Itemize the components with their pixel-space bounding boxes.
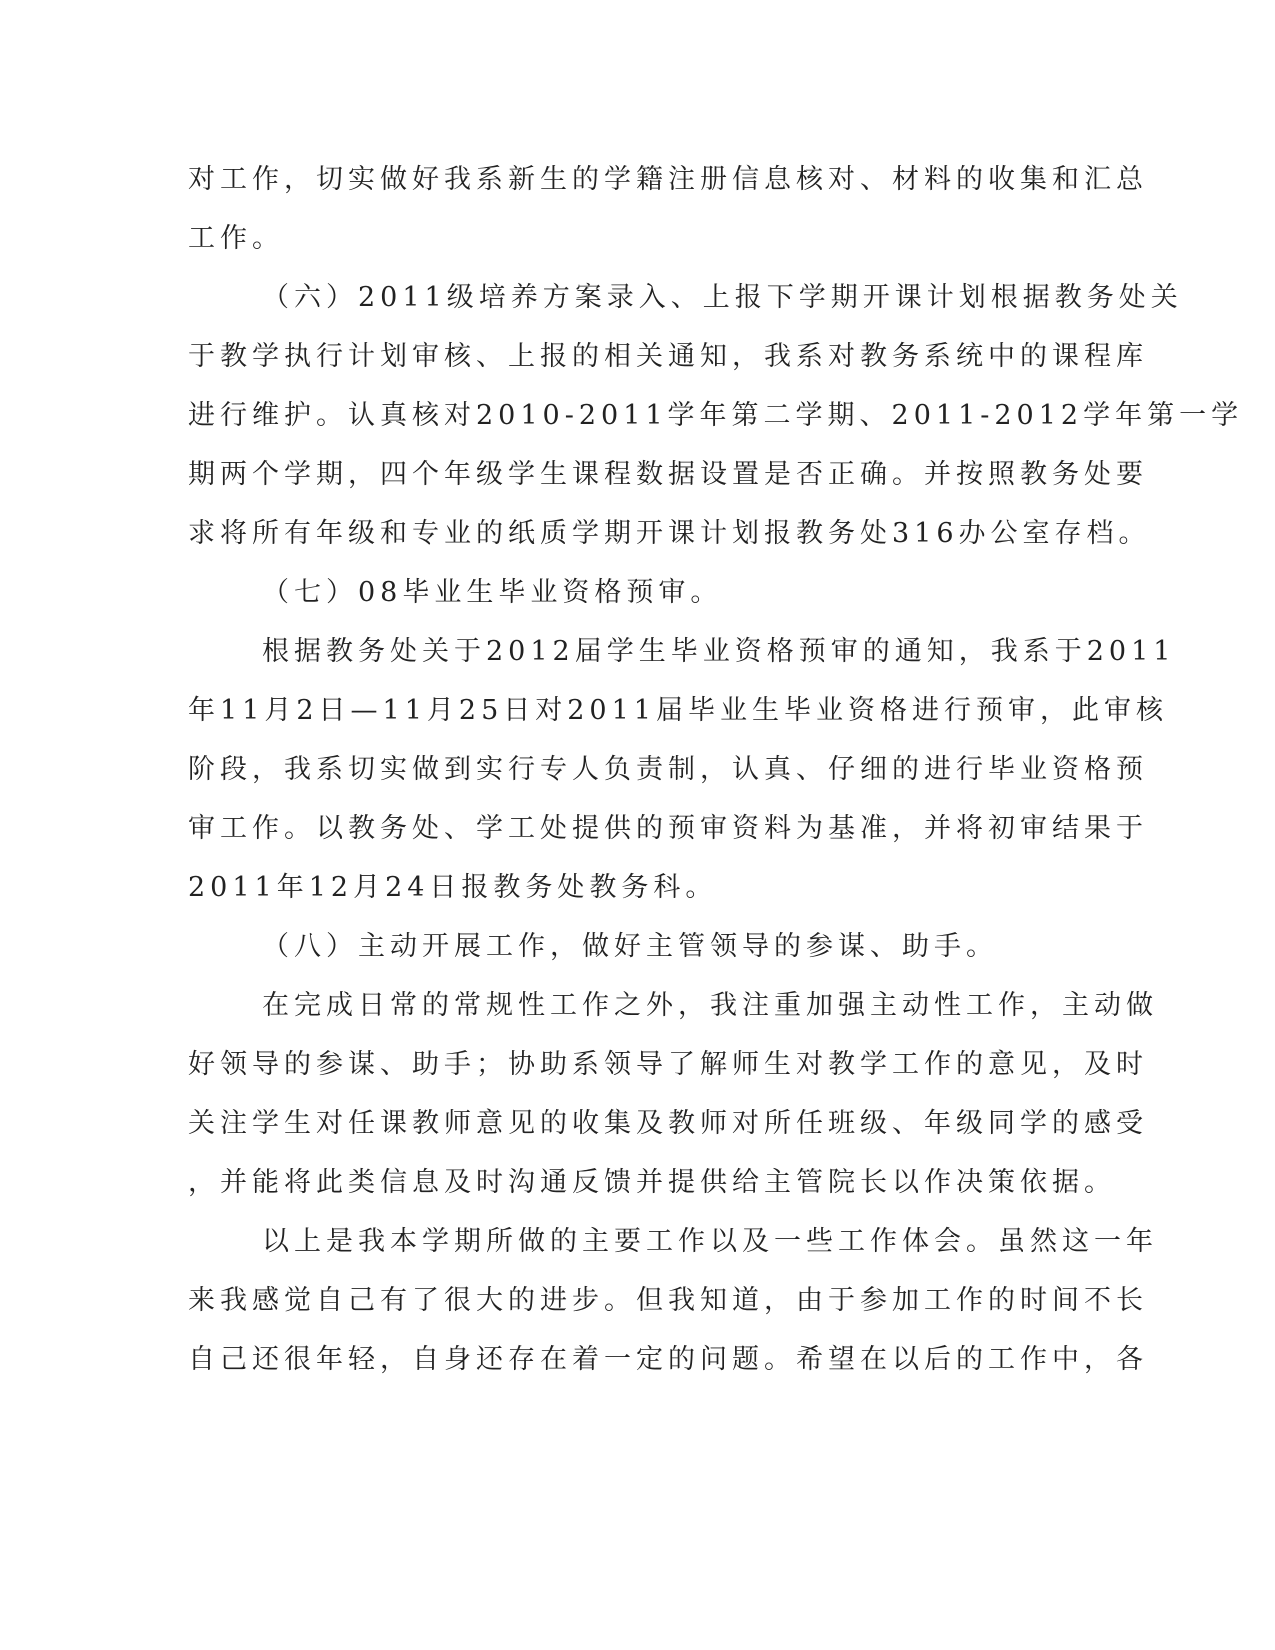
- text-line: 2011年12月24日报教务处教务科。: [188, 872, 718, 903]
- text-line: 期两个学期，四个年级学生课程数据设置是否正确。并按照教务处要: [188, 459, 1148, 490]
- text-line: ，并能将此类信息及时沟通反馈并提供给主管院长以作决策依据。: [188, 1167, 1116, 1198]
- text-line: 自己还很年轻，自身还存在着一定的问题。希望在以后的工作中，各: [188, 1344, 1148, 1375]
- section-heading-8: （八）主动开展工作，做好主管领导的参谋、助手。: [262, 931, 998, 962]
- section-heading-7: （七）08毕业生毕业资格预审。: [262, 577, 723, 608]
- text-line: 进行维护。认真核对2010-2011学年第二学期、2011-2012学年第一学: [188, 400, 1244, 431]
- text-line: 工作。: [188, 223, 284, 254]
- text-line: 对工作，切实做好我系新生的学籍注册信息核对、材料的收集和汇总: [188, 164, 1148, 195]
- text-line: 来我感觉自己有了很大的进步。但我知道，由于参加工作的时间不长: [188, 1285, 1148, 1316]
- section-heading-6: （六）2011级培养方案录入、上报下学期开课计划根据教务处关: [262, 282, 1183, 313]
- paragraph-start: 在完成日常的常规性工作之外，我注重加强主动性工作，主动做: [262, 990, 1158, 1021]
- text-line: 审工作。以教务处、学工处提供的预审资料为基准，并将初审结果于: [188, 813, 1148, 844]
- text-line: 好领导的参谋、助手；协助系领导了解师生对教学工作的意见，及时: [188, 1049, 1148, 1080]
- paragraph-start: 根据教务处关于2012届学生毕业资格预审的通知，我系于2011: [262, 636, 1176, 667]
- text-line: 关注学生对任课教师意见的收集及教师对所任班级、年级同学的感受: [188, 1108, 1148, 1139]
- text-line: 阶段，我系切实做到实行专人负责制，认真、仔细的进行毕业资格预: [188, 754, 1148, 785]
- text-line: 于教学执行计划审核、上报的相关通知，我系对教务系统中的课程库: [188, 341, 1148, 372]
- text-line: 求将所有年级和专业的纸质学期开课计划报教务处316办公室存档。: [188, 518, 1151, 549]
- paragraph-start: 以上是我本学期所做的主要工作以及一些工作体会。虽然这一年: [262, 1226, 1158, 1257]
- text-line: 年11月2日—11月25日对2011届毕业生毕业资格进行预审，此审核: [188, 695, 1168, 726]
